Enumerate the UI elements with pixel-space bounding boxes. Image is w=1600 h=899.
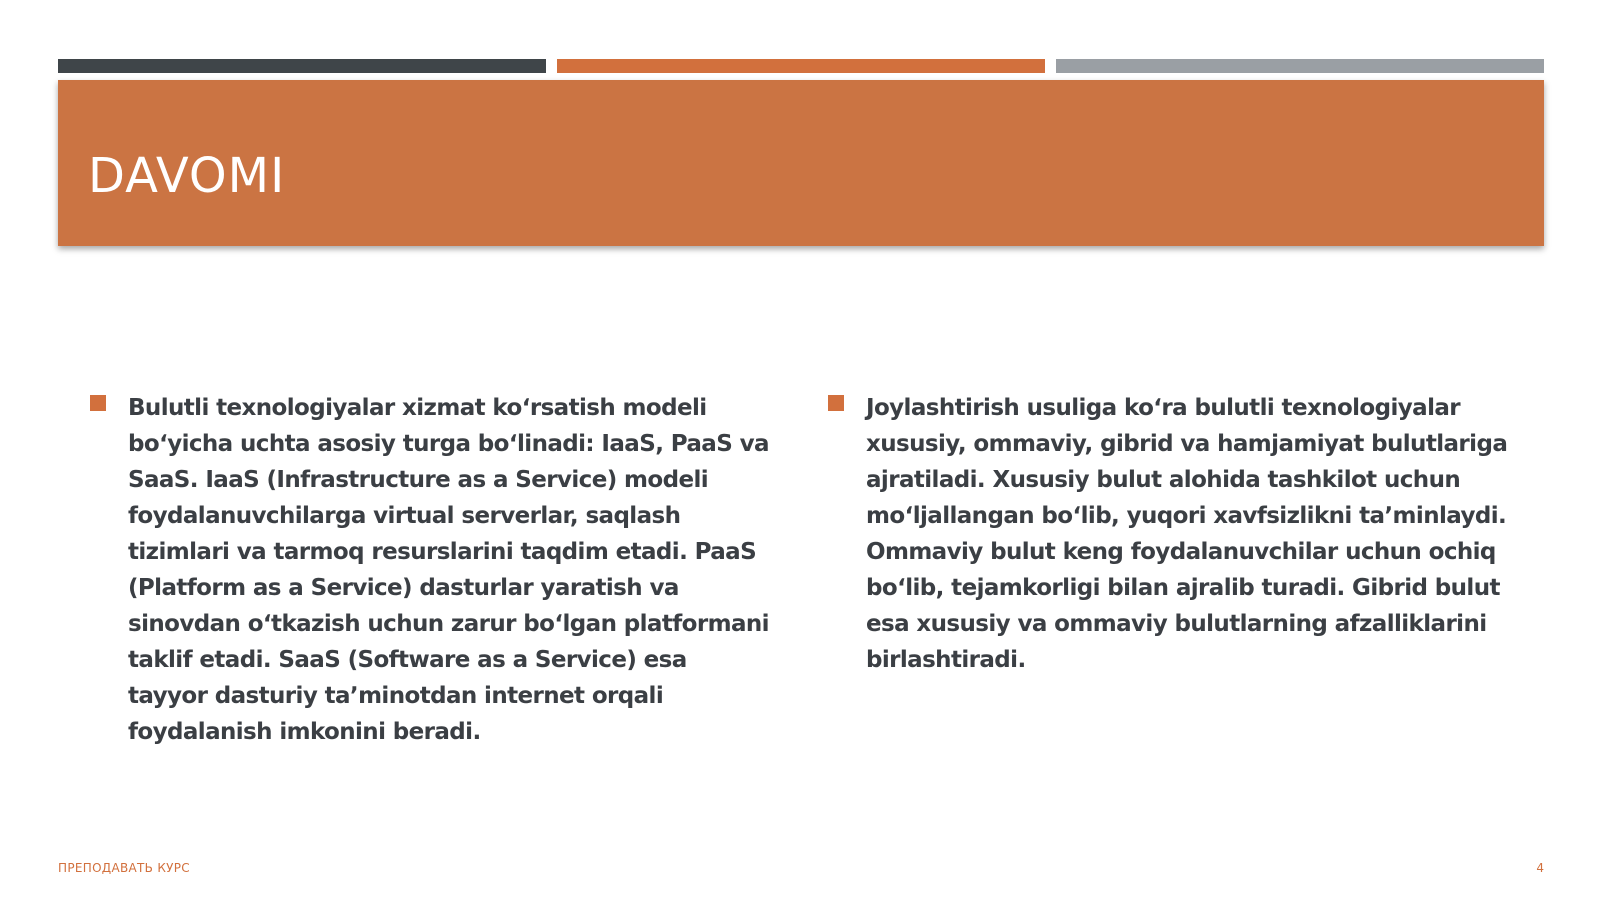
header-bar-orange: [557, 59, 1045, 73]
header-bar-gray: [1056, 59, 1544, 73]
slide-title: DAVOMI: [88, 148, 286, 204]
left-bullet-text: Bulutli texnologiyalar xizmat koʻrsatish modeli boʻyicha uchta asosiy turga boʻlinadi: IaaS, PaaS va SaaS. IaaS (Infrastructure as a Service) modeli foydalanuvchilarga virtual serverlar, saqlash tizimlari va tarmoq resurslarini taqdim etadi. PaaS (Platform as a Service) dasturlar yaratish va sinovdan oʻtkazish uchun zarur boʻlgan platformani taklif etadi. SaaS (Software as a Service) esa tayyor dasturiy taʼminotdan internet orqali foydalanish imkonini beradi.: [128, 395, 769, 745]
title-band: [58, 80, 1544, 246]
footer-text: ПРЕПОДАВАТЬ КУРС: [58, 861, 190, 875]
left-content-column: [90, 390, 770, 750]
right-content-column: [828, 390, 1528, 678]
square-bullet-icon: [828, 395, 844, 411]
header-bar-dark: [58, 59, 546, 73]
page-number: 4: [1536, 861, 1544, 875]
right-bullet-text: Joylashtirish usuliga koʻra bulutli texnologiyalar xususiy, ommaviy, gibrid va hamjamiyat bulutlariga ajratiladi. Xususiy bulut alohida tashkilot uchun moʻljallangan boʻlib, yuqori xavfsizlikni taʼminlaydi. Ommaviy bulut keng foydalanuvchilar uchun ochiq boʻlib, tejamkorligi bilan ajralib turadi. Gibrid bulut esa xususiy va ommaviy bulutlarning afzalliklarini birlashtiradi.: [866, 395, 1508, 673]
square-bullet-icon: [90, 395, 106, 411]
